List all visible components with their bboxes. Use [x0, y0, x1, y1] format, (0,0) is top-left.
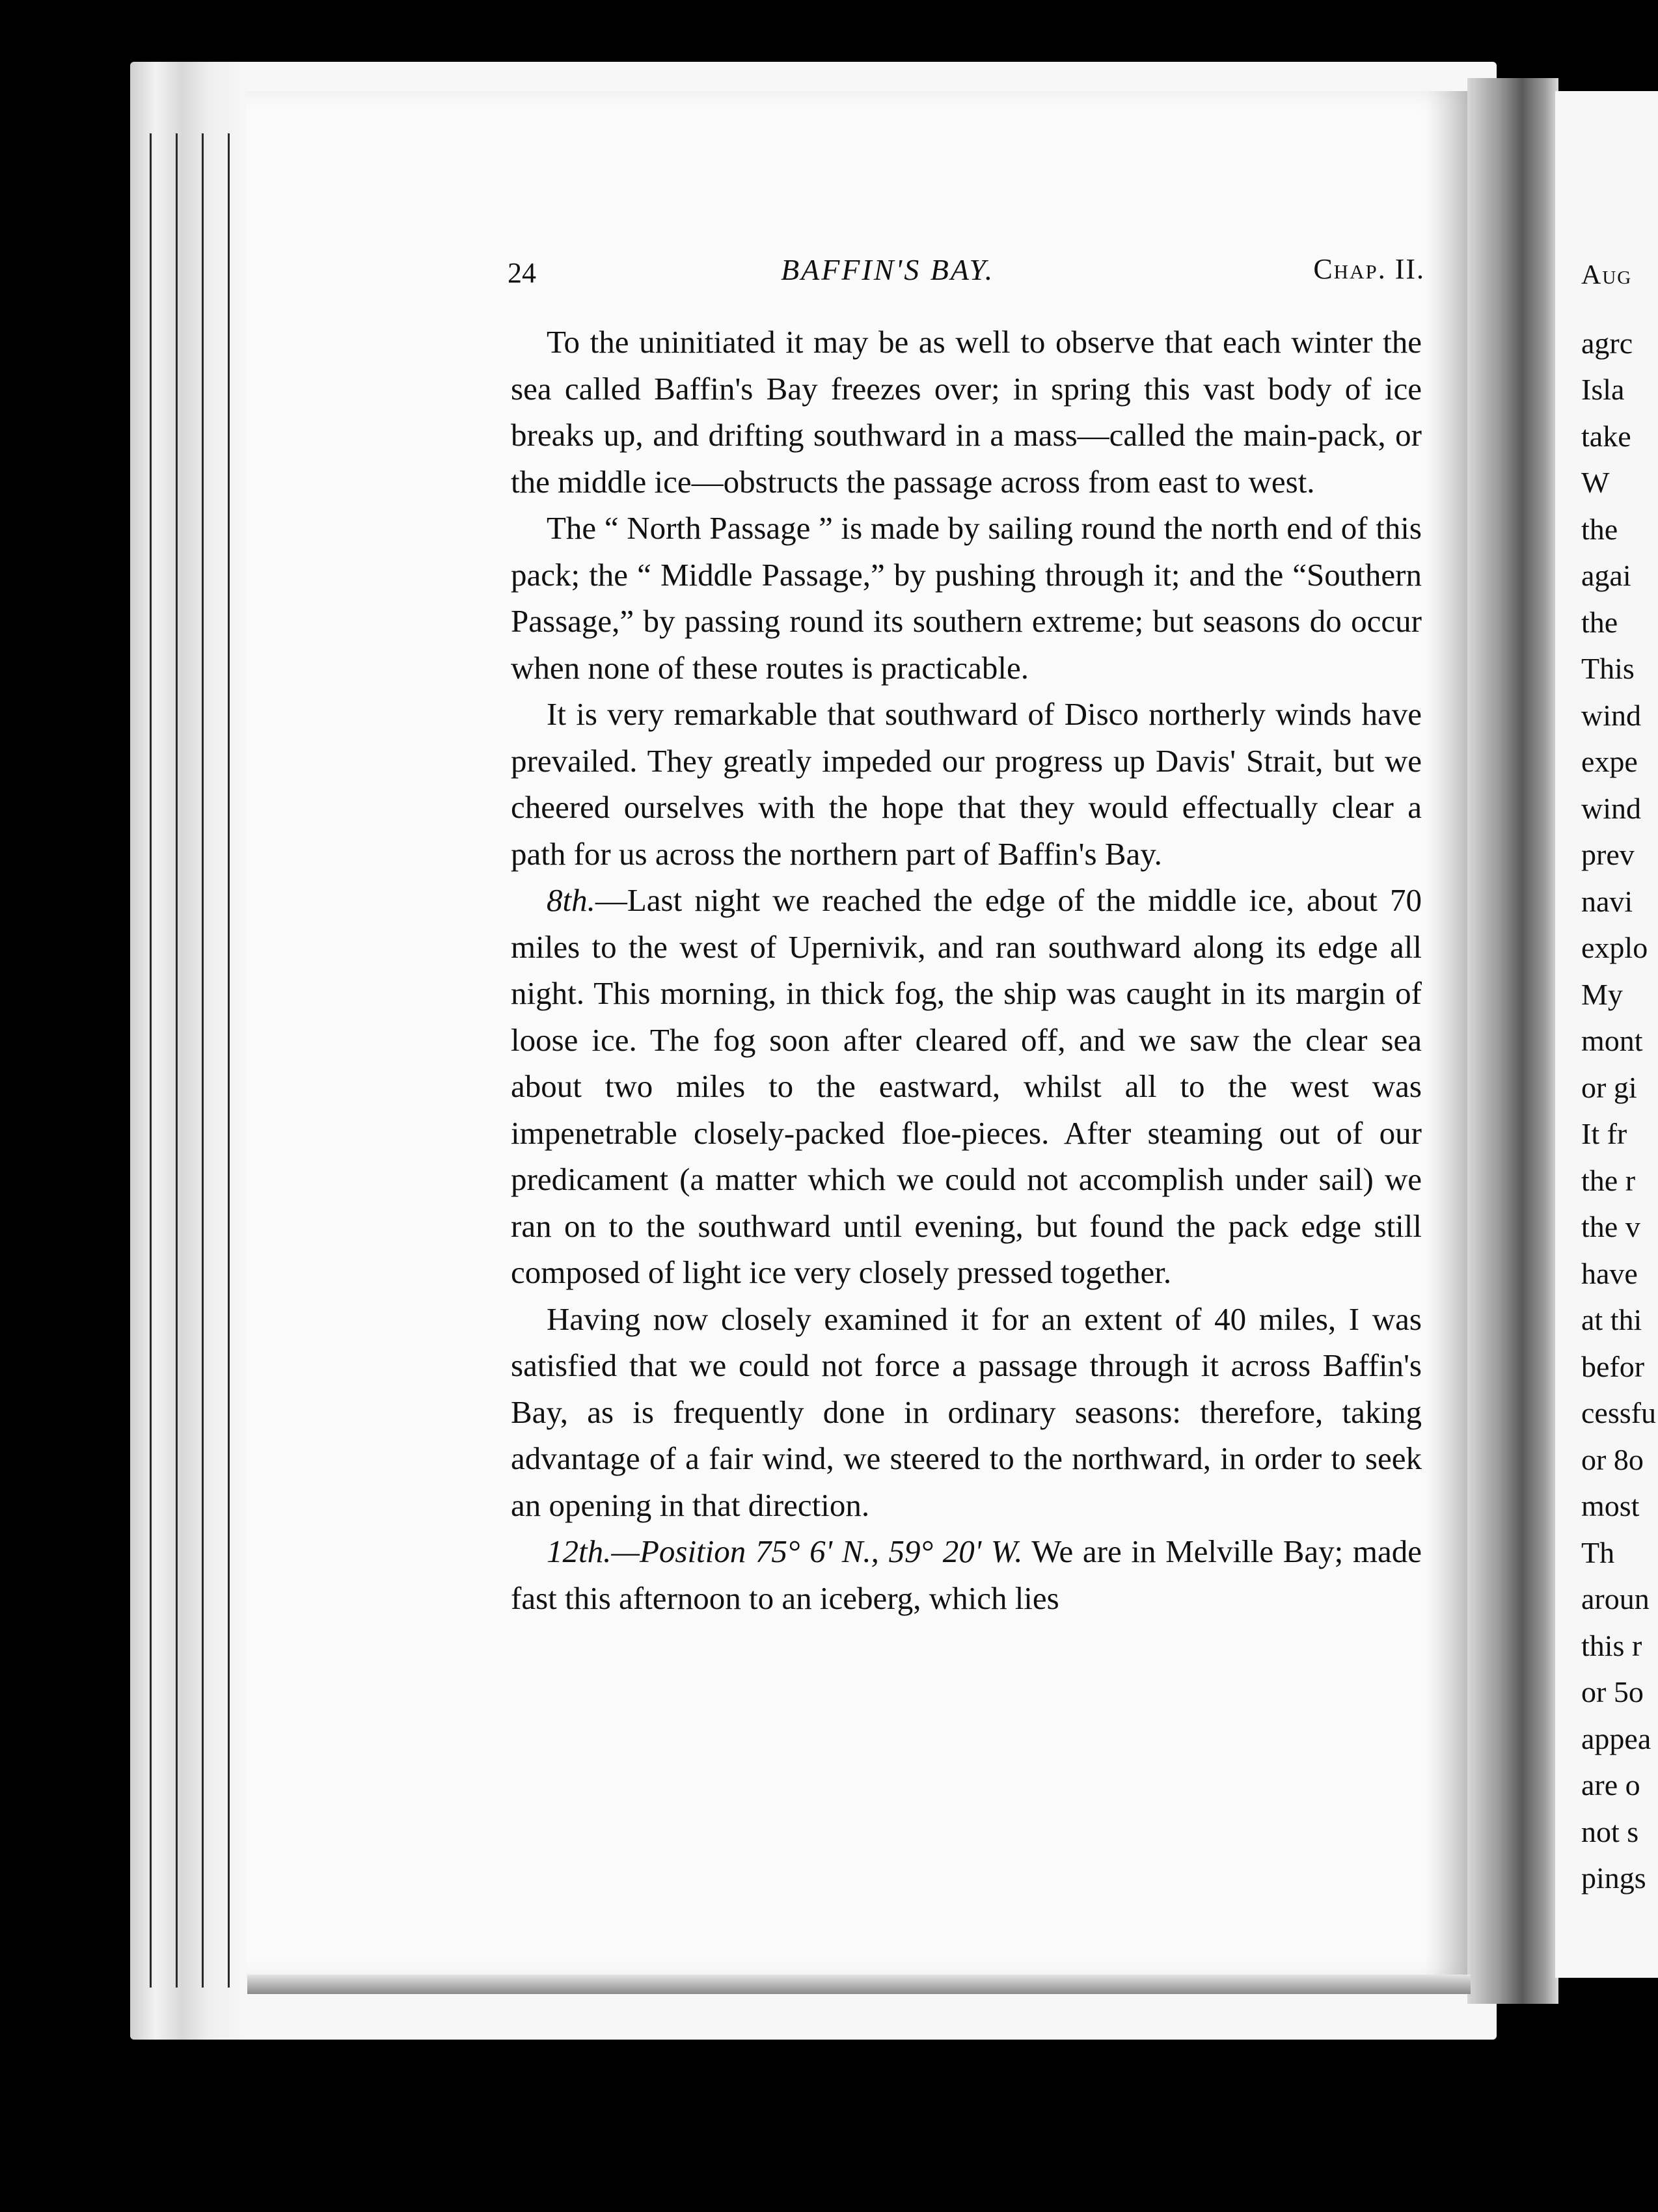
running-head — [508, 252, 1425, 291]
right-line: pings — [1581, 1861, 1646, 1895]
right-line: at thi — [1581, 1303, 1642, 1336]
right-line: prev — [1581, 838, 1635, 871]
entry-date: 8th. — [547, 882, 595, 918]
right-line: the v — [1581, 1210, 1640, 1243]
right-line: most — [1581, 1489, 1640, 1522]
entry-text: We are in Melville Bay; made fast this afternoon to an iceberg, which lies — [511, 1533, 1422, 1616]
right-line: this r — [1581, 1628, 1642, 1662]
right-line: or 5o — [1581, 1675, 1644, 1708]
right-line: wind — [1581, 791, 1641, 825]
right-line: the r — [1581, 1163, 1636, 1197]
fold-shadow — [1425, 91, 1471, 1978]
page-edge-line — [176, 133, 178, 1988]
paragraph: The “ North Passage ” is made by sailing round the north end of this pack; the “ Middle Passage,” by pushing through it; and the “Southern Passage,” by passing round its southern extreme; but seasons do occur when none of these routes is practicable. — [511, 510, 1422, 686]
right-line: the — [1581, 512, 1618, 546]
right-line: or 8o — [1581, 1442, 1644, 1476]
right-line: the — [1581, 605, 1618, 639]
page-edge-line — [228, 133, 230, 1988]
right-line: cessfu — [1581, 1396, 1656, 1429]
entry-text: —Last night we reached the edge of the middle ice, about 70 miles to the west of Upernivik, and ran southward along its edge all night. This morning, in thick fog, the ship was caught in its margin of loose ice. The fog soon after cleared off, and we saw the clear sea about two miles to the eastward, whilst all to the west was impenetrable closely-packed floe-pieces. After steaming out of our predicament (a matter which we could not accomplish under sail) we ran on to the southward until evening, but found the pack edge still composed of light ice very closely pressed together. — [511, 882, 1422, 1290]
body-text — [511, 319, 1422, 1621]
right-line: mont — [1581, 1024, 1643, 1057]
book-gutter — [1467, 78, 1558, 2004]
right-line: Th — [1581, 1535, 1615, 1569]
journal-entry-8th — [511, 877, 1422, 1296]
entry-date: 12th. — [547, 1533, 612, 1569]
paragraph: It is very remarkable that southward of Disco northerly winds have prevailed. They greatly impeded our progress up Davis' Strait, but we cheered ourselves with the hope that they would effectually clear a path for us across the northern part of Baffin's Bay. — [511, 696, 1422, 872]
right-line: have — [1581, 1256, 1638, 1290]
paragraph: To the uninitiated it may be as well to observe that each winter the sea called Baffin's Bay freezes over; in spring this vast body of ice breaks up, and drifting southward in a mass—called the main-pack, or the middle ice—obstructs the passage across from east to west. — [511, 324, 1422, 500]
right-line: agai — [1581, 559, 1631, 592]
right-line: are o — [1581, 1768, 1640, 1801]
right-line: or gi — [1581, 1070, 1637, 1104]
right-running-head: Aug — [1581, 260, 1633, 290]
page-bottom-edge — [247, 1975, 1471, 1994]
right-line: This — [1581, 652, 1635, 685]
right-line: My — [1581, 977, 1623, 1011]
right-line: agrc — [1581, 326, 1633, 360]
running-title: BAFFIN'S BAY. — [781, 253, 995, 286]
chapter-label: Chap. II. — [1313, 253, 1425, 285]
right-line: wind — [1581, 698, 1641, 732]
right-line: explo — [1581, 931, 1648, 964]
right-line: take — [1581, 419, 1631, 453]
right-line: W — [1581, 466, 1610, 499]
right-line: appea — [1581, 1721, 1651, 1755]
right-page-text — [1581, 252, 1658, 1902]
position-coordinates: 75° 6' N., 59° 20' W. — [755, 1533, 1023, 1569]
page-edge-line — [150, 133, 152, 1988]
right-line: aroun — [1581, 1582, 1650, 1615]
right-line: It fr — [1581, 1117, 1627, 1150]
page-edge-line — [202, 133, 204, 1988]
paragraph: Having now closely examined it for an extent of 40 miles, I was satisfied that we could not force a passage through it across Baffin's Bay, as is frequently done in ordinary seasons: therefore, taking advantage of a fair wind, we steered to the northward, in order to seek an opening in that direction. — [511, 1301, 1422, 1523]
journal-entry-12th — [511, 1528, 1422, 1621]
right-line: expe — [1581, 745, 1638, 778]
right-line: navi — [1581, 884, 1633, 918]
page-number: 24 — [508, 257, 536, 289]
right-line: Isla — [1581, 373, 1625, 406]
right-line: befor — [1581, 1349, 1645, 1383]
position-label: —Position — [611, 1533, 746, 1569]
right-line: not s — [1581, 1814, 1639, 1848]
